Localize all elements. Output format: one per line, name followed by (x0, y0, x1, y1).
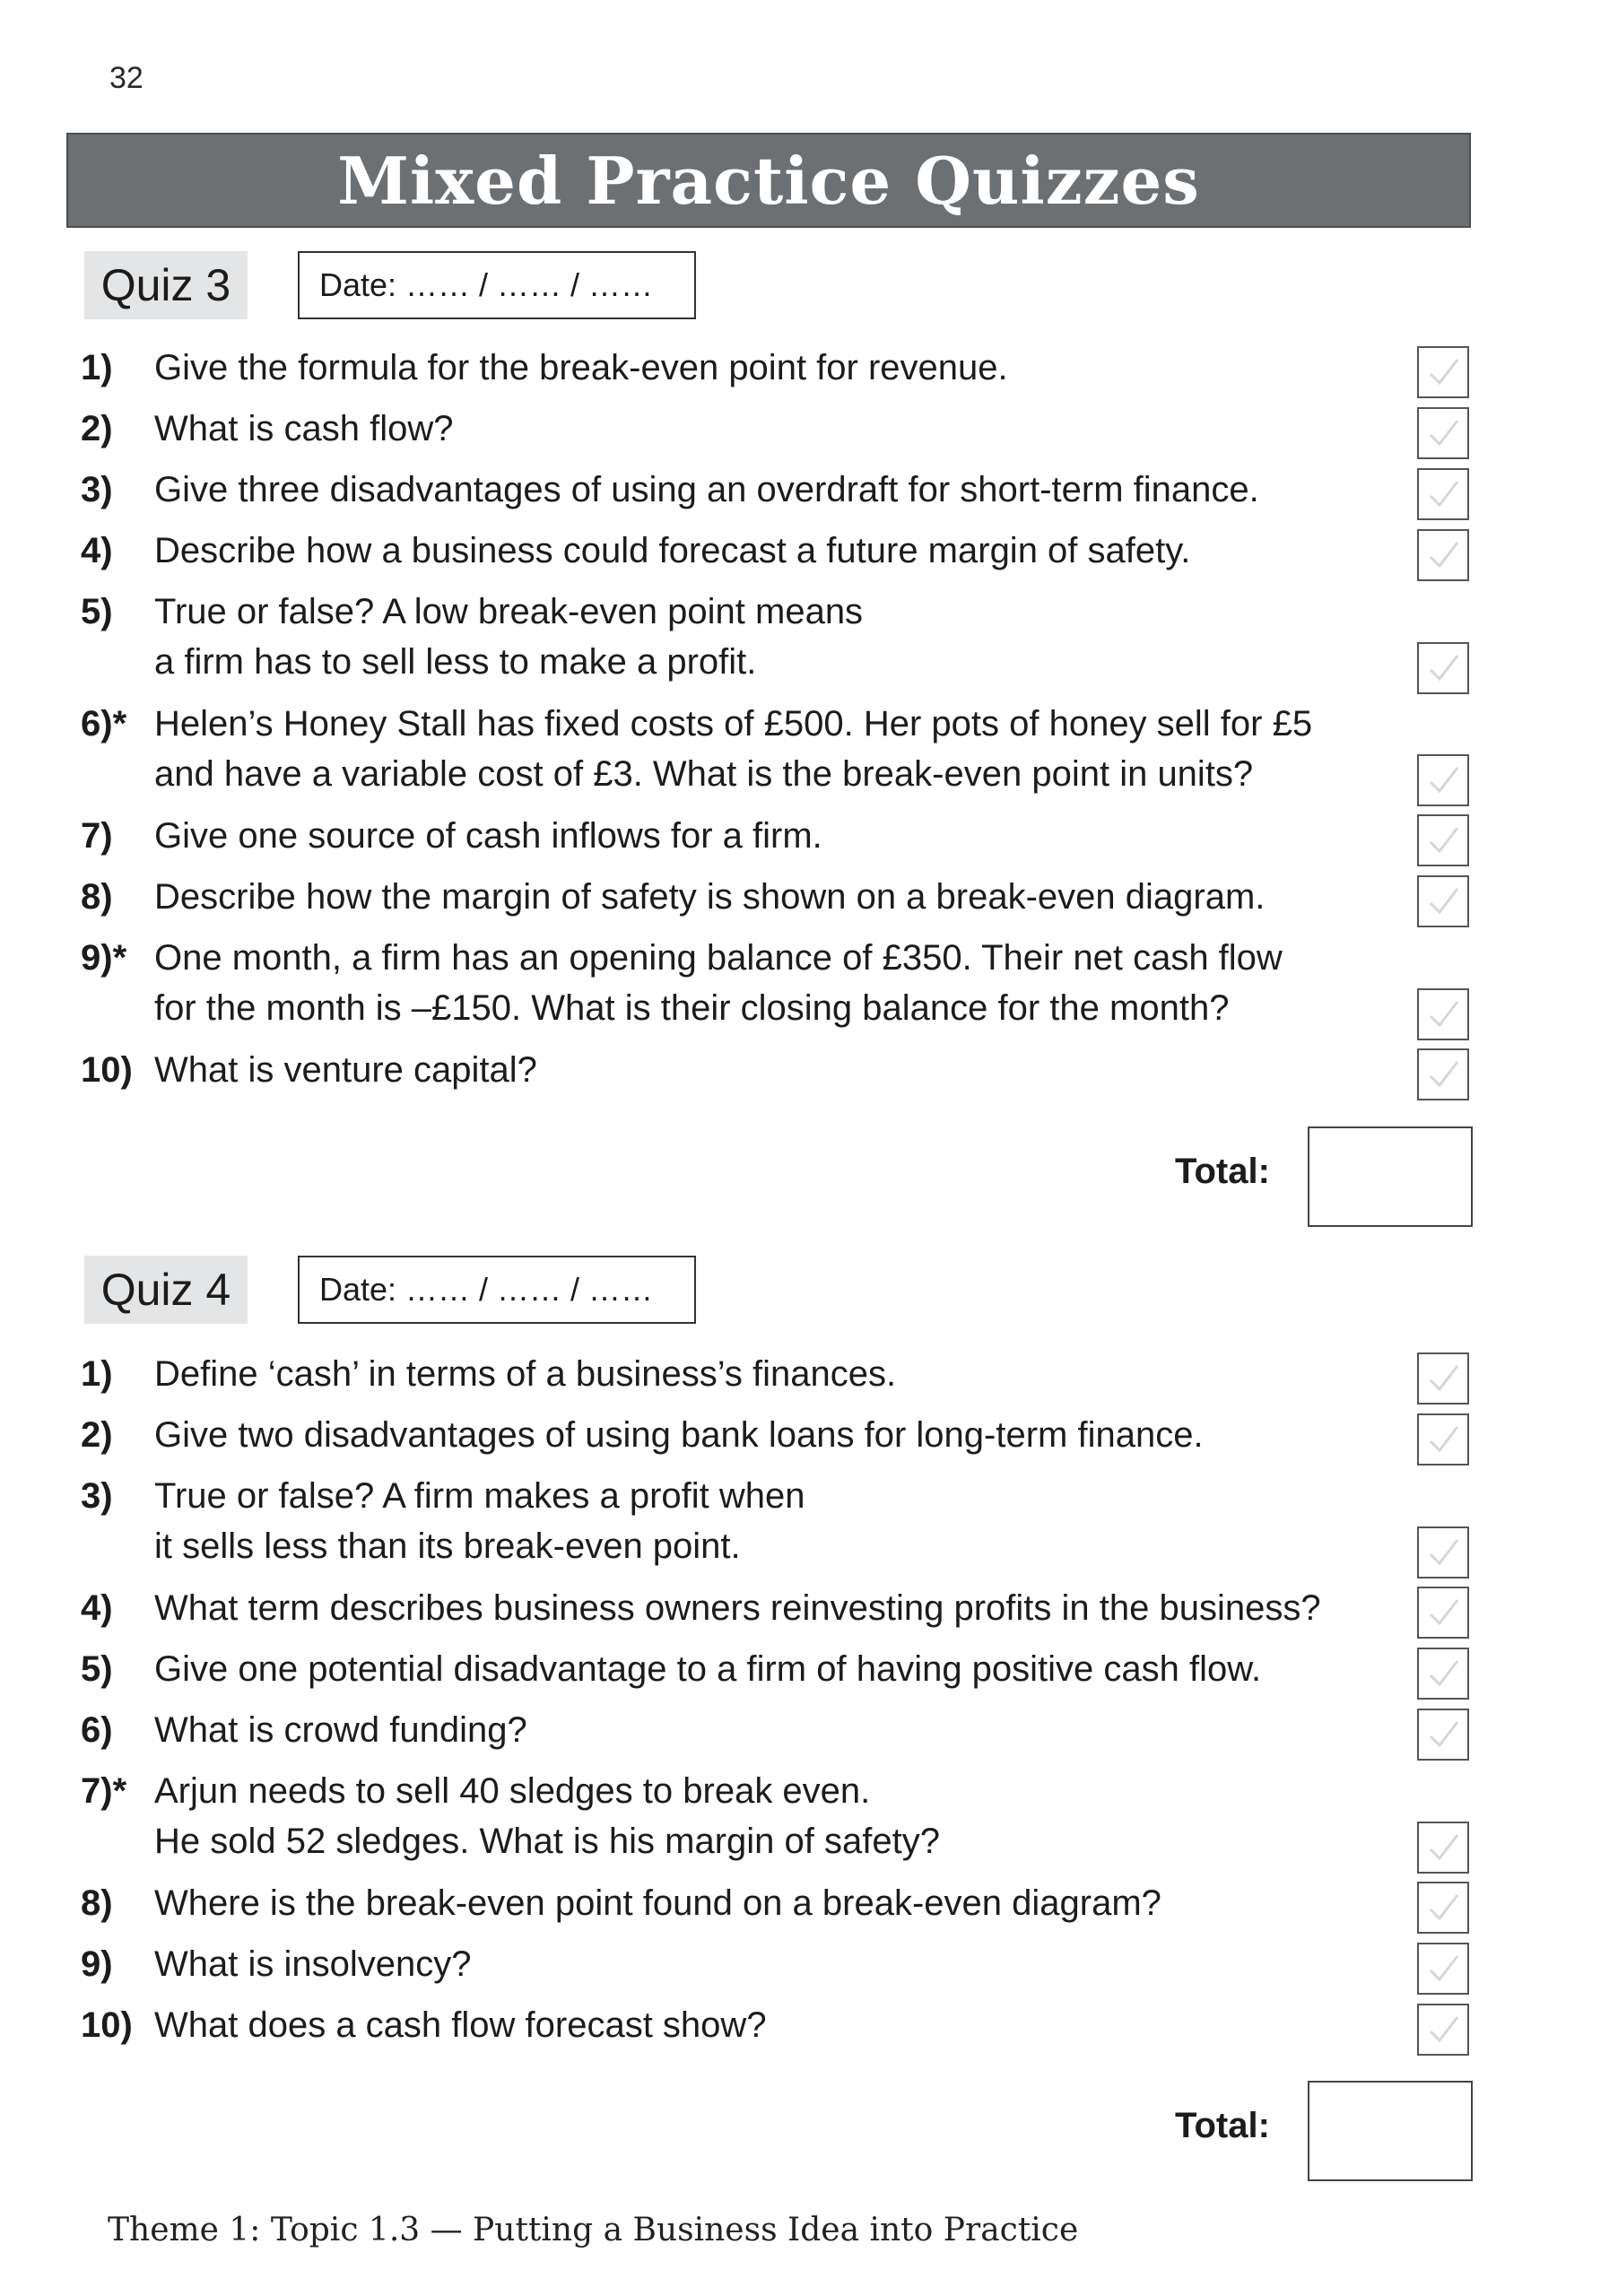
answer-checkbox[interactable] (1417, 814, 1469, 866)
tick-icon (1423, 2010, 1463, 2049)
question-number: 6) (81, 1710, 113, 1750)
answer-checkbox[interactable] (1417, 2004, 1469, 2056)
answer-checkbox[interactable] (1417, 754, 1469, 806)
quiz-4-label: Quiz 4 (84, 1256, 248, 1324)
question-number: 3) (81, 1476, 113, 1516)
tick-icon (1423, 1055, 1463, 1094)
tick-icon (1423, 1654, 1463, 1693)
question-item (81, 2000, 1480, 2061)
question-item (81, 1045, 1480, 1106)
question-line-1: Arjun needs to sell 40 sledges to break even. (154, 1771, 871, 1811)
question-item (81, 1766, 1480, 1878)
tick-icon (1423, 882, 1463, 921)
answer-checkbox[interactable] (1417, 1413, 1469, 1465)
question-line-1: One month, a firm has an opening balance of £350. Their net cash flow (154, 938, 1283, 978)
question-number: 5) (81, 592, 113, 631)
tick-icon (1423, 1420, 1463, 1459)
question-text (154, 933, 1410, 1045)
tick-icon (1423, 1593, 1463, 1632)
question-text: Define ‘cash’ in terms of a business’s finances. (154, 1354, 897, 1394)
question-line-1: True or false? A firm makes a profit when (154, 1476, 805, 1516)
question-text: What is cash flow? (154, 409, 454, 448)
question-item (81, 343, 1480, 404)
question-text (154, 587, 1410, 699)
question-line-1: Helen’s Honey Stall has fixed costs of £500. Her pots of honey sell for £5 (154, 704, 1313, 744)
tick-icon (1423, 413, 1463, 453)
quiz-3-label: Quiz 3 (84, 251, 248, 319)
question-item (81, 811, 1480, 872)
question-number: 7) (81, 816, 113, 856)
tick-icon (1423, 995, 1463, 1034)
quiz-3-question-list (81, 343, 1480, 1106)
answer-checkbox[interactable] (1417, 1352, 1469, 1405)
question-text: Give one potential disadvantage to a firm of having positive cash flow. (154, 1649, 1262, 1689)
answer-checkbox[interactable] (1417, 407, 1469, 459)
question-item (81, 404, 1480, 465)
question-item (81, 587, 1480, 699)
question-text: What term describes business owners reinvesting profits in the business? (154, 1588, 1321, 1628)
tick-icon (1423, 1888, 1463, 1927)
answer-checkbox[interactable] (1417, 1943, 1469, 1995)
question-item (81, 1878, 1480, 1939)
question-number: 2) (81, 1415, 113, 1455)
tick-icon (1423, 821, 1463, 860)
quiz-3-total-label: Total: (1175, 1152, 1270, 1191)
question-number: 9)* (81, 938, 127, 978)
answer-checkbox[interactable] (1417, 346, 1469, 398)
question-text (154, 1766, 1410, 1878)
quiz-4-total-box[interactable] (1308, 2081, 1473, 2181)
page-title: Mixed Practice Quizzes (337, 142, 1200, 219)
answer-checkbox[interactable] (1417, 642, 1469, 694)
question-item (81, 526, 1480, 587)
question-text: Where is the break-even point found on a break-even diagram? (154, 1883, 1161, 1923)
title-banner (66, 133, 1471, 228)
question-text: Give three disadvantages of using an overdraft for short-term finance. (154, 470, 1259, 509)
page-number: 32 (109, 61, 144, 95)
question-number: 8) (81, 1883, 113, 1923)
answer-checkbox[interactable] (1417, 468, 1469, 520)
question-number: 1) (81, 1354, 113, 1394)
quiz-4-total-label: Total: (1175, 2106, 1270, 2145)
tick-icon (1423, 474, 1463, 514)
question-line-2: for the month is –£150. What is their closing balance for the month? (154, 988, 1230, 1028)
question-number: 2) (81, 409, 113, 448)
question-item (81, 1349, 1480, 1410)
tick-icon (1423, 535, 1463, 575)
tick-icon (1423, 1359, 1463, 1398)
question-text: Describe how a business could forecast a future margin of safety. (154, 531, 1191, 570)
question-line-2: and have a variable cost of £3. What is the break-even point in units? (154, 754, 1254, 794)
tick-icon (1423, 1828, 1463, 1867)
question-item (81, 933, 1480, 1045)
question-line-1: True or false? A low break-even point means (154, 592, 864, 631)
answer-checkbox[interactable] (1417, 1882, 1469, 1934)
question-line-2: a firm has to sell less to make a profit. (154, 642, 757, 682)
question-line-2: it sells less than its break-even point. (154, 1526, 741, 1566)
answer-checkbox[interactable] (1417, 875, 1469, 927)
question-text: Give two disadvantages of using bank loans for long-term finance. (154, 1415, 1204, 1455)
question-number: 4) (81, 531, 113, 570)
page-footer: Theme 1: Topic 1.3 — Putting a Business Idea into Practice (108, 2212, 1079, 2248)
question-item (81, 1644, 1480, 1705)
question-number: 3) (81, 470, 113, 509)
question-number: 10) (81, 1050, 133, 1090)
tick-icon (1423, 1949, 1463, 1988)
tick-icon (1423, 1533, 1463, 1572)
answer-checkbox[interactable] (1417, 1526, 1469, 1578)
question-number: 7)* (81, 1771, 127, 1811)
question-number: 4) (81, 1588, 113, 1628)
question-number: 1) (81, 348, 113, 387)
question-text: Give the formula for the break-even point for revenue. (154, 348, 1008, 387)
quiz-3-total-box[interactable] (1308, 1126, 1473, 1227)
quiz-4-question-list (81, 1349, 1480, 2061)
tick-icon (1423, 761, 1463, 800)
answer-checkbox[interactable] (1417, 1822, 1469, 1874)
question-number: 8) (81, 877, 113, 917)
answer-checkbox[interactable] (1417, 1648, 1469, 1700)
answer-checkbox[interactable] (1417, 1048, 1469, 1100)
question-item (81, 1705, 1480, 1766)
question-item (81, 1939, 1480, 2000)
question-text: What is insolvency? (154, 1944, 472, 1984)
question-item (81, 1471, 1480, 1583)
question-text: What does a cash flow forecast show? (154, 2005, 767, 2045)
quiz-3-date-field[interactable]: Date: …… / …… / …… (298, 251, 696, 319)
question-item (81, 1410, 1480, 1471)
question-line-2: He sold 52 sledges. What is his margin of safety? (154, 1822, 940, 1861)
question-item (81, 1583, 1480, 1644)
question-text: What is venture capital? (154, 1050, 537, 1090)
question-text: What is crowd funding? (154, 1710, 527, 1750)
answer-checkbox[interactable] (1417, 1709, 1469, 1761)
question-item (81, 872, 1480, 933)
question-text (154, 1471, 1410, 1583)
tick-icon (1423, 352, 1463, 392)
tick-icon (1423, 648, 1463, 688)
question-text: Describe how the margin of safety is shown on a break-even diagram. (154, 877, 1266, 917)
question-text: Give one source of cash inflows for a firm. (154, 816, 822, 856)
quiz-4-date-field[interactable]: Date: …… / …… / …… (298, 1256, 696, 1324)
answer-checkbox[interactable] (1417, 529, 1469, 581)
question-text (154, 699, 1410, 811)
question-item (81, 465, 1480, 526)
question-number: 10) (81, 2005, 133, 2045)
question-number: 6)* (81, 704, 127, 744)
answer-checkbox[interactable] (1417, 988, 1469, 1040)
answer-checkbox[interactable] (1417, 1587, 1469, 1639)
question-number: 9) (81, 1944, 113, 1984)
question-item (81, 699, 1480, 811)
question-number: 5) (81, 1649, 113, 1689)
tick-icon (1423, 1715, 1463, 1754)
